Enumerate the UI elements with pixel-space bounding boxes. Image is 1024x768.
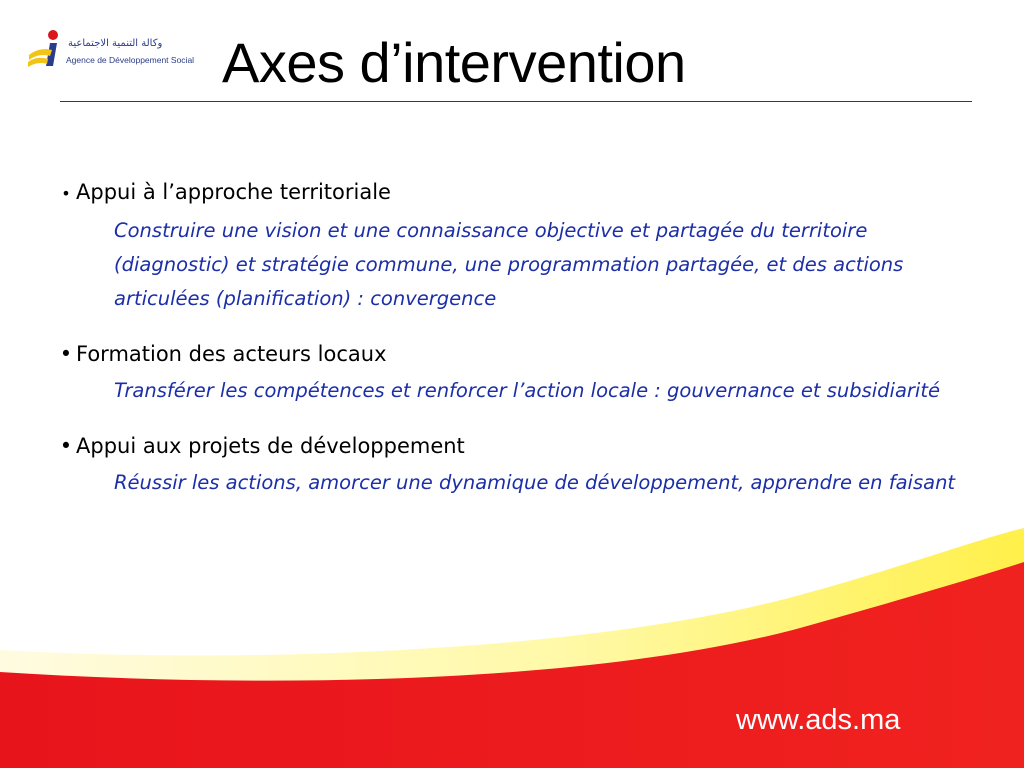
website-link[interactable]: www.ads.ma [736,704,901,736]
bullet-description: Réussir les actions, amorcer une dynamique de développement, apprendre en faisant [114,471,956,494]
slide-title: Axes d’intervention [222,31,686,94]
bullet-description: Construire une vision et une connaissance objective et partagée du territoire (diagnostic) et stratégie commune, une programmation partagée, et des actions articulées (planification) : convergence [114,219,904,310]
ads-logo-icon [26,28,64,72]
title-divider [60,101,972,102]
bullet-heading-text: Appui à l’approche territoriale [76,180,391,204]
logo-arabic-text: وكالة التنمية الاجتماعية [68,38,163,49]
bullet-heading [56,432,976,460]
logo-french-text: Agence de Développement Social [66,55,195,65]
bullet-list [56,178,976,524]
bullet-heading-text: Appui aux projets de développement [76,434,465,458]
bullet-icon: • [59,434,73,458]
bullet-icon: • [61,184,71,203]
list-item [56,178,976,316]
list-item [56,432,976,500]
bullet-heading [56,340,976,368]
bullet-heading [56,178,976,208]
organization-logo [22,26,195,74]
bullet-icon: • [59,342,73,366]
bullet-heading-text: Formation des acteurs locaux [76,342,387,366]
list-item [56,340,976,408]
bullet-description: Transférer les compétences et renforcer l’action locale : gouvernance et subsidiarité [114,379,940,402]
